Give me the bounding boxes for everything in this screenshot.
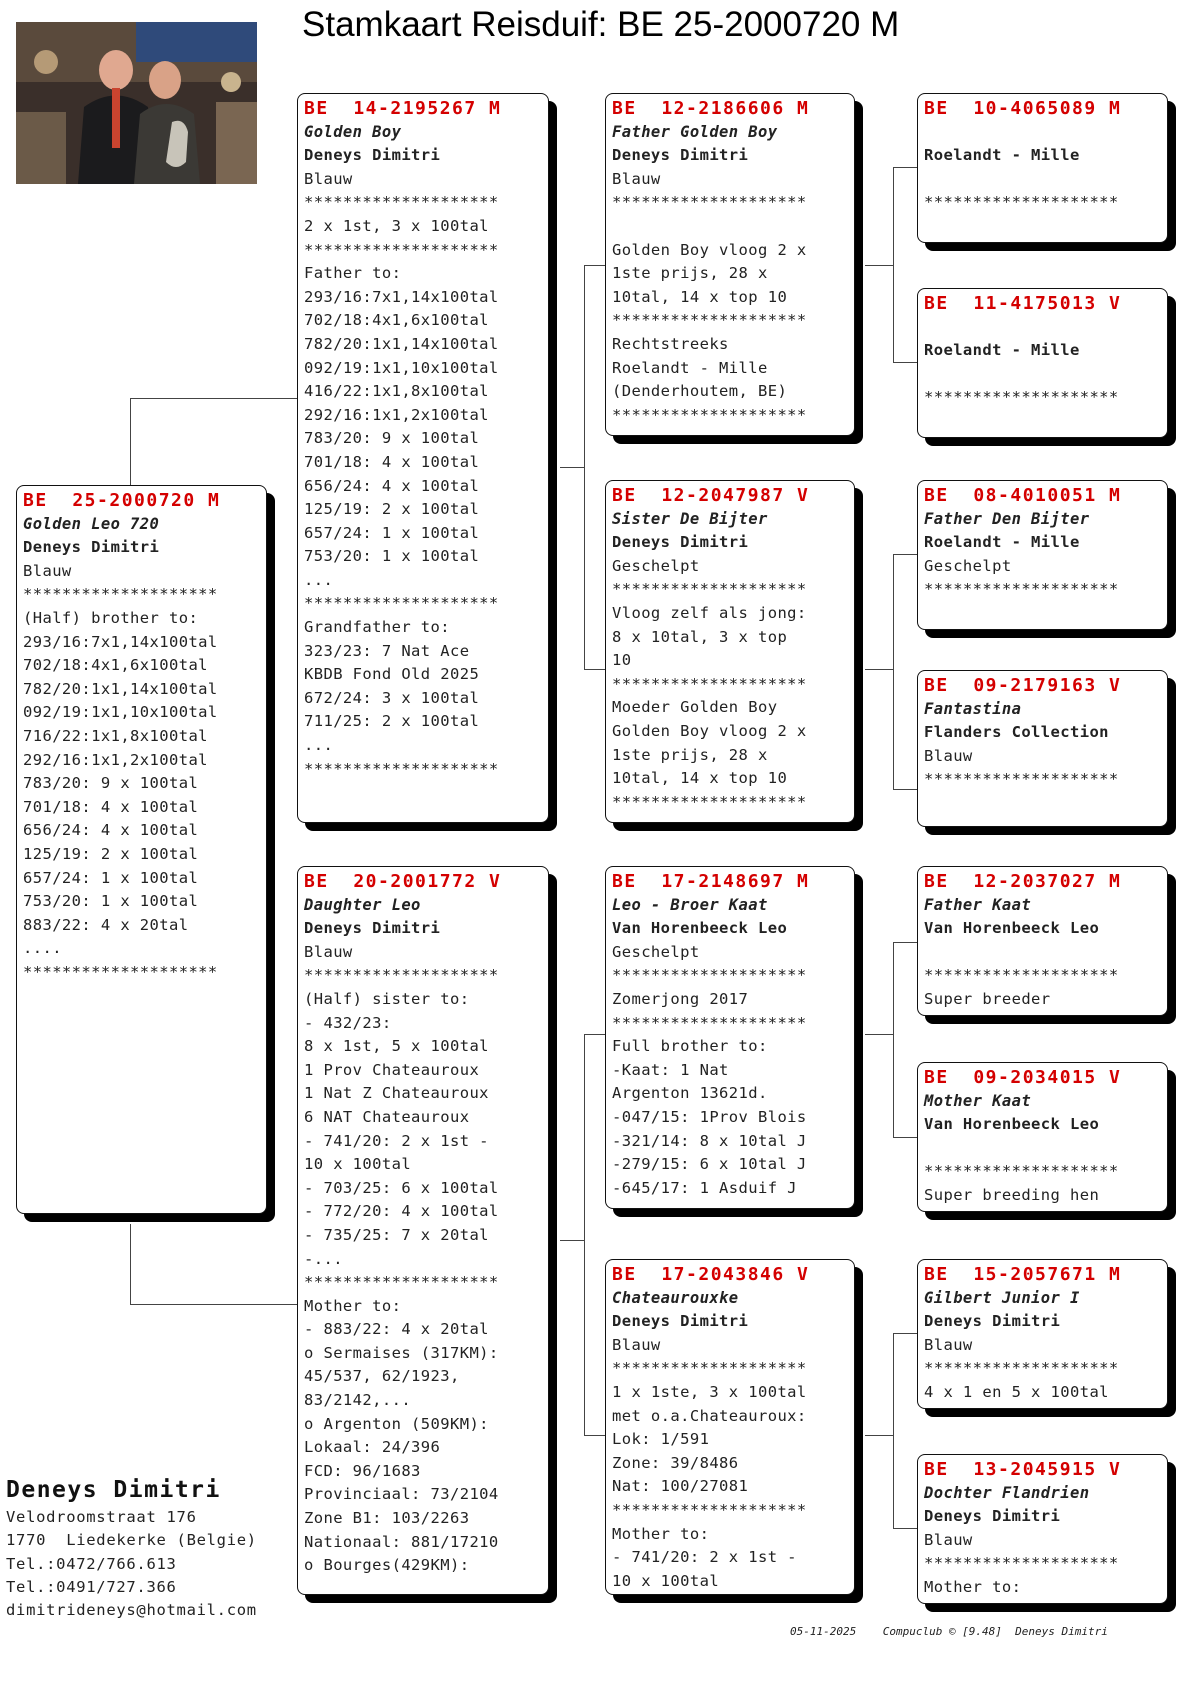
pedigree-line: ******************** xyxy=(612,792,807,811)
pigeon-owner: Van Horenbeeck Leo xyxy=(924,919,1100,938)
pedigree-line: Lokaal: 24/396 xyxy=(304,1438,441,1457)
pedigree-line: ******************** xyxy=(924,966,1119,985)
pedigree-line: 716/22:1x1,8x100tal xyxy=(23,726,208,745)
pedigree-line: 45/537, 62/1923, xyxy=(304,1367,460,1386)
pedigree-line: Grandfather to: xyxy=(304,618,450,637)
pedigree-line: (Denderhoutem, BE) xyxy=(612,382,788,401)
pedigree-line: 10 x 100tal xyxy=(304,1155,412,1174)
pigeon-name: Father Kaat xyxy=(924,895,1032,914)
pedigree-line: ******************** xyxy=(304,759,499,778)
pedigree-line xyxy=(924,363,1167,387)
pedigree-line: 8 x 1st, 5 x 100tal xyxy=(304,1037,489,1056)
pedigree-line: 656/24: 4 x 100tal xyxy=(23,821,199,840)
pedigree-line: 125/19: 2 x 100tal xyxy=(304,500,480,519)
pedigree-line: Lok: 1/591 xyxy=(612,1430,710,1449)
pedigree-line: Golden Boy vloog 2 x xyxy=(612,240,807,259)
pigeon-name: Daughter Leo xyxy=(304,895,421,914)
pedigree-line: ******************** xyxy=(924,580,1119,599)
pigeon-owner: Van Horenbeeck Leo xyxy=(924,1115,1100,1134)
pedigree-line: 092/19:1x1,10x100tal xyxy=(304,358,499,377)
pedigree-line: 672/24: 3 x 100tal xyxy=(304,688,480,707)
pedigree-line: Blauw xyxy=(924,1530,973,1549)
pedigree-line: -279/15: 6 x 10tal J xyxy=(612,1155,807,1174)
pedigree-card-father-father xyxy=(605,93,855,436)
ring-number: BE 09-2179163 V xyxy=(924,675,1122,696)
pedigree-line: .... xyxy=(23,939,62,958)
ring-number: BE 12-2186606 M xyxy=(612,98,810,119)
pedigree-line: 883/22: 4 x 20tal xyxy=(23,915,189,934)
pedigree-line: Super breeding hen xyxy=(924,1185,1100,1204)
pedigree-line: ******************** xyxy=(612,1359,807,1378)
pedigree-line: o Bourges(429KM): xyxy=(304,1556,470,1575)
pedigree-line: o Sermaises (317KM): xyxy=(304,1343,499,1362)
pedigree-line: (Half) brother to: xyxy=(23,608,199,627)
pigeon-owner: Deneys Dimitri xyxy=(304,146,441,165)
pedigree-line: 292/16:1x1,2x100tal xyxy=(23,750,208,769)
pedigree-card-ffm xyxy=(917,288,1168,438)
pedigree-line: Mother to: xyxy=(304,1296,402,1315)
pedigree-line: Geschelpt xyxy=(612,942,700,961)
pedigree-line: - 883/22: 4 x 20tal xyxy=(304,1320,489,1339)
pedigree-card-mmm xyxy=(917,1454,1168,1604)
pedigree-line: - 735/25: 7 x 20tal xyxy=(304,1225,489,1244)
pedigree-line xyxy=(924,168,1167,192)
pigeon-owner: Roelandt - Mille xyxy=(924,533,1080,552)
pedigree-line: Golden Boy vloog 2 x xyxy=(612,721,807,740)
pigeon-name xyxy=(924,121,1167,145)
owner-address: Velodroomstraat 176 xyxy=(6,1508,197,1526)
pedigree-line: ******************** xyxy=(612,311,807,330)
pedigree-line: 4 x 1 en 5 x 100tal xyxy=(924,1382,1109,1401)
pigeon-owner: Roelandt - Mille xyxy=(924,341,1080,360)
pedigree-line: Provinciaal: 73/2104 xyxy=(304,1485,499,1504)
pigeon-owner: Deneys Dimitri xyxy=(23,538,160,557)
pedigree-line: ******************** xyxy=(304,193,499,212)
pedigree-line: ******************** xyxy=(23,962,218,981)
pedigree-line: - 703/25: 6 x 100tal xyxy=(304,1178,499,1197)
ring-number: BE 14-2195267 M xyxy=(304,98,502,119)
pigeon-name xyxy=(924,316,1167,340)
pedigree-line: - 432/23: xyxy=(304,1013,392,1032)
pedigree-line: 293/16:7x1,14x100tal xyxy=(304,287,499,306)
pedigree-line: ******************** xyxy=(924,770,1119,789)
pigeon-owner: Deneys Dimitri xyxy=(924,1507,1061,1526)
pedigree-line: FCD: 96/1683 xyxy=(304,1461,421,1480)
pedigree-line: (Half) sister to: xyxy=(304,989,470,1008)
pedigree-card-mfm xyxy=(917,1062,1168,1212)
pedigree-line: 293/16:7x1,14x100tal xyxy=(23,632,218,651)
pedigree-line: ******************** xyxy=(612,193,807,212)
pedigree-line: ******************** xyxy=(612,674,807,693)
pedigree-line: ******************** xyxy=(304,1273,499,1292)
pedigree-line: ******************** xyxy=(612,1500,807,1519)
ring-number: BE 17-2148697 M xyxy=(612,871,810,892)
ring-number: BE 17-2043846 V xyxy=(612,1264,810,1285)
ring-number: BE 09-2034015 V xyxy=(924,1067,1122,1088)
pigeon-name: Dochter Flandrien xyxy=(924,1483,1090,1502)
pedigree-line: Blauw xyxy=(304,942,353,961)
pedigree-line xyxy=(924,1137,1167,1161)
pedigree-line: 702/18:4x1,6x100tal xyxy=(304,311,489,330)
pedigree-line: 6 NAT Chateauroux xyxy=(304,1107,470,1126)
owner-block xyxy=(6,1474,257,1622)
pigeon-name: Sister De Bijter xyxy=(612,509,768,528)
pedigree-line: ******************** xyxy=(612,1013,807,1032)
pigeon-name: Father Golden Boy xyxy=(612,122,778,141)
pedigree-line: Geschelpt xyxy=(612,556,700,575)
ring-number: BE 12-2047987 V xyxy=(612,485,810,506)
pedigree-line: Roelandt - Mille xyxy=(612,358,768,377)
pedigree-card-subject xyxy=(16,485,267,1214)
page-title: Stamkaart Reisduif: BE 25-2000720 M xyxy=(302,5,900,44)
pedigree-line: Blauw xyxy=(924,746,973,765)
pedigree-line: 702/18:4x1,6x100tal xyxy=(23,656,208,675)
pedigree-line: 657/24: 1 x 100tal xyxy=(23,868,199,887)
owner-email[interactable]: dimitrideneys@hotmail.com xyxy=(6,1601,257,1620)
ring-number: BE 08-4010051 M xyxy=(924,485,1122,506)
pedigree-line: 783/20: 9 x 100tal xyxy=(23,774,199,793)
pedigree-line: 701/18: 4 x 100tal xyxy=(23,797,199,816)
pedigree-line: 711/25: 2 x 100tal xyxy=(304,712,480,731)
pedigree-line: 1 Prov Chateauroux xyxy=(304,1060,480,1079)
pedigree-line: 1 x 1ste, 3 x 100tal xyxy=(612,1382,807,1401)
pedigree-line: Nationaal: 881/17210 xyxy=(304,1532,499,1551)
pedigree-line: -... xyxy=(304,1249,343,1268)
pedigree-line: 10 xyxy=(612,651,632,670)
pedigree-line: 8 x 10tal, 3 x top xyxy=(612,627,788,646)
pigeon-name: Leo - Broer Kaat xyxy=(612,895,768,914)
pigeon-owner: Deneys Dimitri xyxy=(304,919,441,938)
pedigree-line: Blauw xyxy=(924,1335,973,1354)
pigeon-name: Chateaurouxke xyxy=(612,1288,739,1307)
pedigree-line: ******************** xyxy=(23,585,218,604)
pedigree-card-mother xyxy=(297,866,549,1595)
owner-photo xyxy=(16,22,257,184)
pedigree-line: Super breeder xyxy=(924,989,1051,1008)
pedigree-line: Zone: 39/8486 xyxy=(612,1453,739,1472)
pedigree-line: Vloog zelf als jong: xyxy=(612,603,807,622)
pedigree-line: ******************** xyxy=(612,966,807,985)
pedigree-line: ******************** xyxy=(924,193,1119,212)
pedigree-card-father xyxy=(297,93,549,823)
pigeon-name: Fantastina xyxy=(924,699,1022,718)
pigeon-owner: Deneys Dimitri xyxy=(612,533,749,552)
pigeon-owner: Flanders Collection xyxy=(924,723,1109,742)
pedigree-line: -Kaat: 1 Nat xyxy=(612,1060,729,1079)
pedigree-line: -321/14: 8 x 10tal J xyxy=(612,1131,807,1150)
ring-number: BE 20-2001772 V xyxy=(304,871,502,892)
pedigree-line: ******************** xyxy=(304,594,499,613)
pedigree-line: 1ste prijs, 28 x xyxy=(612,264,768,283)
pedigree-line: 783/20: 9 x 100tal xyxy=(304,429,480,448)
pedigree-card-fmf xyxy=(917,480,1168,630)
pigeon-name: Golden Leo 720 xyxy=(23,514,160,533)
pedigree-line: met o.a.Chateauroux: xyxy=(612,1406,807,1425)
pedigree-line: 657/24: 1 x 100tal xyxy=(304,523,480,542)
pedigree-line: ******************** xyxy=(924,1554,1119,1573)
ring-number: BE 25-2000720 M xyxy=(23,490,221,511)
pedigree-line: ******************** xyxy=(612,405,807,424)
pedigree-line: ******************** xyxy=(924,1359,1119,1378)
pigeon-owner: Roelandt - Mille xyxy=(924,146,1080,165)
pedigree-line: 1ste prijs, 28 x xyxy=(612,745,768,764)
pedigree-line: Blauw xyxy=(304,169,353,188)
ring-number: BE 13-2045915 V xyxy=(924,1459,1122,1480)
pedigree-line: 416/22:1x1,8x100tal xyxy=(304,382,489,401)
pedigree-card-fff xyxy=(917,93,1168,243)
pedigree-card-mother-father xyxy=(605,866,855,1209)
pedigree-line: ******************** xyxy=(304,966,499,985)
pedigree-card-mother-mother xyxy=(605,1259,855,1595)
pedigree-line: 701/18: 4 x 100tal xyxy=(304,452,480,471)
ring-number: BE 15-2057671 M xyxy=(924,1264,1122,1285)
pedigree-line: ... xyxy=(304,570,334,589)
pedigree-line: 656/24: 4 x 100tal xyxy=(304,476,480,495)
pedigree-line: 10 x 100tal xyxy=(612,1571,720,1590)
pedigree-card-mff xyxy=(917,866,1168,1016)
pedigree-line: Blauw xyxy=(612,1335,661,1354)
owner-name: Deneys Dimitri xyxy=(6,1477,221,1503)
pedigree-line: 2 x 1st, 3 x 100tal xyxy=(304,216,489,235)
pedigree-line: 753/20: 1 x 100tal xyxy=(23,892,199,911)
owner-city: 1770 Liedekerke (Belgie) xyxy=(6,1531,257,1550)
ring-number: BE 10-4065089 M xyxy=(924,98,1122,119)
pedigree-line: -645/17: 1 Asduif J xyxy=(612,1178,797,1197)
pedigree-line xyxy=(612,215,854,239)
pigeon-owner: Van Horenbeeck Leo xyxy=(612,919,788,938)
pigeon-owner: Deneys Dimitri xyxy=(612,146,749,165)
pigeon-owner: Deneys Dimitri xyxy=(612,1312,749,1331)
pedigree-line: Father to: xyxy=(304,264,402,283)
pedigree-line: 125/19: 2 x 100tal xyxy=(23,844,199,863)
pedigree-line: Mother to: xyxy=(612,1524,710,1543)
pedigree-line: Moeder Golden Boy xyxy=(612,698,778,717)
pedigree-line: o Argenton (509KM): xyxy=(304,1414,489,1433)
pigeon-name: Mother Kaat xyxy=(924,1091,1032,1110)
pedigree-line: KBDB Fond Old 2025 xyxy=(304,665,480,684)
pedigree-line: ******************** xyxy=(924,388,1119,407)
pedigree-card-fmm xyxy=(917,670,1168,827)
pedigree-line: Blauw xyxy=(612,169,661,188)
pedigree-line: 83/2142,... xyxy=(304,1391,412,1410)
pedigree-line: 292/16:1x1,2x100tal xyxy=(304,405,489,424)
pedigree-line: - 772/20: 4 x 100tal xyxy=(304,1202,499,1221)
pedigree-line: 1 Nat Z Chateauroux xyxy=(304,1084,489,1103)
ring-number: BE 12-2037027 M xyxy=(924,871,1122,892)
pedigree-line: Blauw xyxy=(23,561,72,580)
pigeon-name: Golden Boy xyxy=(304,122,402,141)
pedigree-line: 323/23: 7 Nat Ace xyxy=(304,641,470,660)
pedigree-line: Geschelpt xyxy=(924,556,1012,575)
pedigree-card-mmf xyxy=(917,1259,1168,1409)
ring-number: BE 11-4175013 V xyxy=(924,293,1122,314)
pigeon-owner: Deneys Dimitri xyxy=(924,1312,1061,1331)
pedigree-line: 782/20:1x1,14x100tal xyxy=(304,334,499,353)
pedigree-line: 782/20:1x1,14x100tal xyxy=(23,679,218,698)
pigeon-name: Father Den Bijter xyxy=(924,509,1090,528)
pedigree-line: Argenton 13621d. xyxy=(612,1084,768,1103)
pedigree-line: Full brother to: xyxy=(612,1037,768,1056)
pedigree-line: Nat: 100/27081 xyxy=(612,1477,749,1496)
pigeon-name: Gilbert Junior I xyxy=(924,1288,1080,1307)
owner-phone-1: Tel.:0472/766.613 xyxy=(6,1554,177,1573)
pedigree-line: 10tal, 14 x top 10 xyxy=(612,287,788,306)
pedigree-line: ******************** xyxy=(304,240,499,259)
pedigree-card-father-mother xyxy=(605,480,855,823)
pedigree-line: ******************** xyxy=(612,580,807,599)
footer-credit: 05-11-2025 Compuclub © [9.48] Deneys Dimitri xyxy=(790,1625,1108,1638)
pedigree-line: ******************** xyxy=(924,1162,1119,1181)
pedigree-line xyxy=(924,941,1167,965)
pedigree-line: ... xyxy=(304,736,334,755)
pedigree-line: - 741/20: 2 x 1st - xyxy=(304,1131,489,1150)
pedigree-line: - 741/20: 2 x 1st - xyxy=(612,1548,797,1567)
pedigree-line: 092/19:1x1,10x100tal xyxy=(23,703,218,722)
pedigree-line: Zone B1: 103/2263 xyxy=(304,1509,470,1528)
pedigree-line: Zomerjong 2017 xyxy=(612,989,749,1008)
owner-phone-2: Tel.:0491/727.366 xyxy=(6,1577,177,1596)
pedigree-line: Rechtstreeks xyxy=(612,334,729,353)
pedigree-line: 10tal, 14 x top 10 xyxy=(612,769,788,788)
pedigree-line: -047/15: 1Prov Blois xyxy=(612,1107,807,1126)
pedigree-line: 753/20: 1 x 100tal xyxy=(304,547,480,566)
pedigree-line: Mother to: xyxy=(924,1577,1022,1596)
